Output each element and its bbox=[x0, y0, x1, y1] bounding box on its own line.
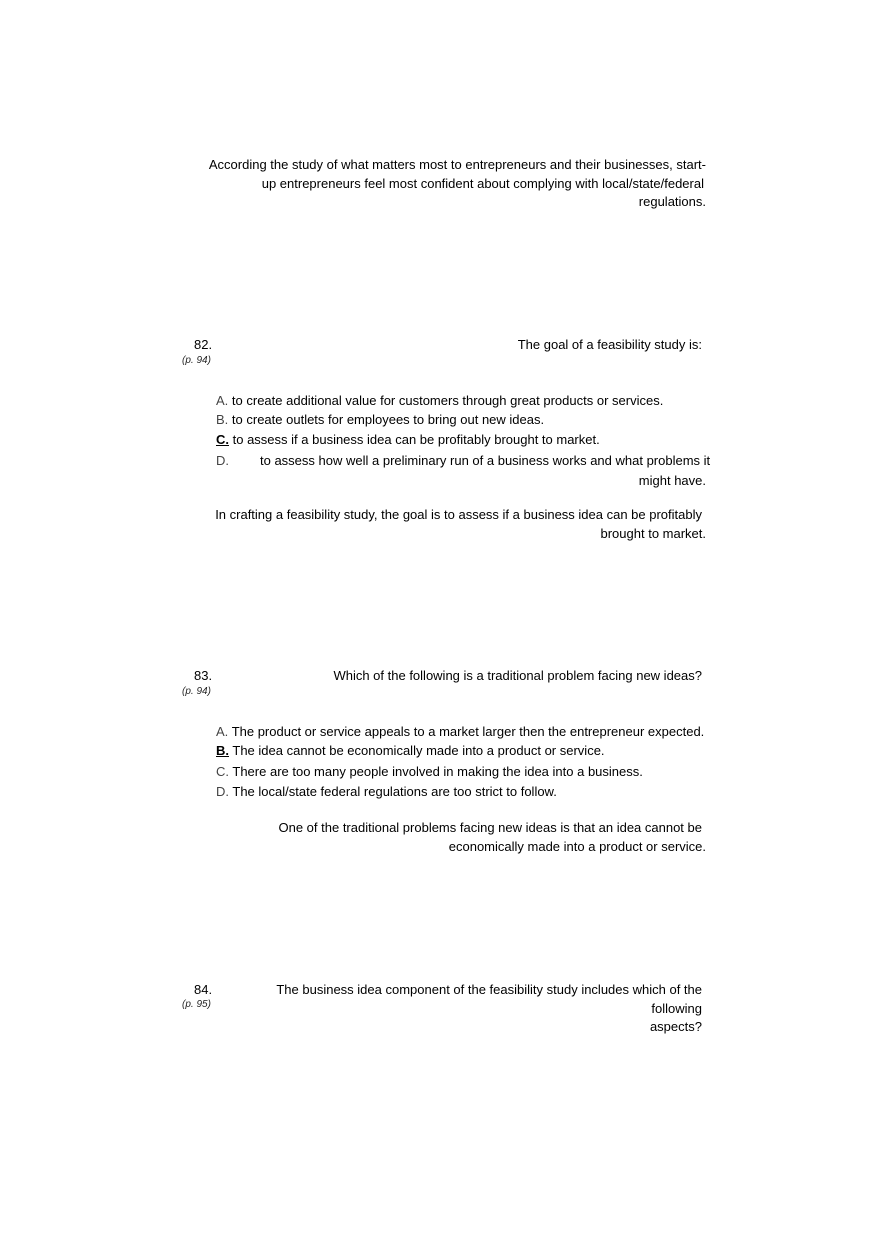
option-text: to create additional value for customers through great products or services. bbox=[231, 393, 664, 408]
prev-explanation-line2: up entrepreneurs feel most confident about complying with local/state/federal bbox=[261, 175, 704, 191]
option-letter: D. bbox=[216, 453, 229, 468]
prev-explanation bbox=[200, 156, 706, 212]
explanation-line2: economically made into a product or service. bbox=[448, 838, 706, 854]
option-letter: C. bbox=[216, 764, 229, 779]
question-82-option-a bbox=[216, 393, 663, 408]
option-letter: A. bbox=[216, 724, 229, 739]
option-letter: A. bbox=[216, 393, 229, 408]
question-82-page-ref: (p. 94) bbox=[182, 355, 211, 366]
question-83-page-ref: (p. 94) bbox=[182, 686, 211, 697]
question-82-option-c-correct bbox=[216, 432, 600, 447]
question-84-line1: The business idea component of the feasibility study includes which of the following bbox=[276, 982, 702, 1016]
question-82-text: The goal of a feasibility study is: bbox=[517, 337, 702, 352]
question-82-option-d bbox=[216, 453, 711, 488]
option-text: to create outlets for employees to bring out new ideas. bbox=[231, 412, 545, 427]
option-text: There are too many people involved in making the idea into a business. bbox=[232, 764, 643, 779]
option-text: The product or service appeals to a market larger then the entrepreneur expected. bbox=[231, 724, 705, 739]
correct-answer-letter: C. bbox=[216, 432, 229, 447]
prev-explanation-line3: regulations. bbox=[638, 194, 706, 209]
question-83-explanation bbox=[200, 819, 706, 856]
correct-answer-letter: B. bbox=[216, 743, 229, 758]
question-84-number: 84. bbox=[194, 982, 213, 997]
question-83-option-b-correct bbox=[216, 743, 605, 758]
question-82-explanation bbox=[200, 506, 706, 543]
question-83-option-a bbox=[216, 724, 704, 739]
question-83-number: 83. bbox=[194, 668, 213, 683]
question-84-page-ref: (p. 95) bbox=[182, 999, 211, 1010]
explanation-line1: One of the traditional problems facing new ideas is that an idea cannot be bbox=[278, 820, 702, 835]
explanation-line2: brought to market. bbox=[600, 525, 706, 541]
question-82-option-b bbox=[216, 412, 544, 427]
option-text: to assess if a business idea can be profitably brought to market. bbox=[232, 432, 600, 447]
option-text: The idea cannot be economically made into a product or service. bbox=[232, 743, 605, 758]
question-83-option-c bbox=[216, 764, 643, 779]
option-text: The local/state federal regulations are too strict to follow. bbox=[232, 784, 557, 799]
explanation-line1: In crafting a feasibility study, the goal is to assess if a business idea can be profitably bbox=[215, 507, 702, 522]
option-letter: B. bbox=[216, 412, 229, 427]
question-82-number: 82. bbox=[194, 337, 213, 352]
question-84-text bbox=[225, 981, 702, 1037]
prev-explanation-line1: According the study of what matters most to entrepreneurs and their businesses, start- bbox=[208, 157, 706, 172]
question-83-text: Which of the following is a traditional problem facing new ideas? bbox=[333, 668, 702, 683]
question-83-option-d bbox=[216, 784, 557, 799]
option-text: to assess how well a preliminary run of a business works and what problems it bbox=[260, 453, 711, 468]
option-text-continued: might have. bbox=[638, 473, 706, 488]
question-84-line2: aspects? bbox=[649, 1019, 702, 1034]
option-letter: D. bbox=[216, 784, 229, 799]
